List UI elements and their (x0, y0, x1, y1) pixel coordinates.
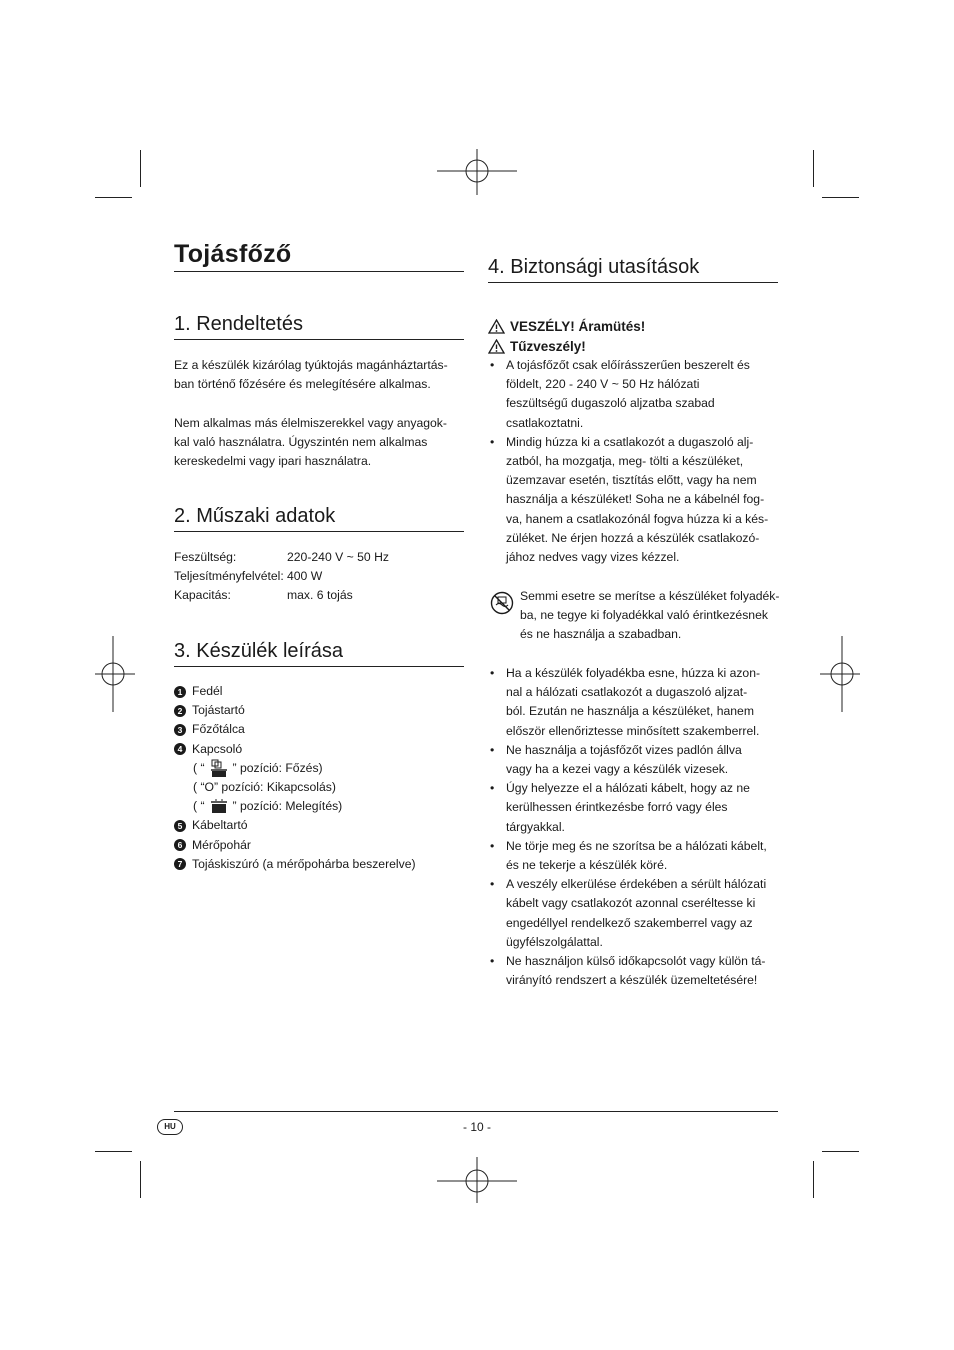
safety-bullets-1 (488, 356, 783, 567)
specs-table (174, 548, 464, 606)
spec-label: Feszültség: (174, 550, 237, 564)
warm-symbol-icon (209, 799, 229, 815)
crop-mark (813, 1161, 814, 1198)
page-number: - 10 - (462, 1120, 491, 1134)
spec-row (174, 567, 464, 586)
warning-fire: Tűzveszély! (488, 336, 778, 356)
spec-label: Teljesítményfelvétel: (174, 569, 284, 584)
part-number-badge: 4 (174, 743, 186, 755)
list-item: • Ne használja a tojásfőzőt vizes padlón állva vagy ha a kezei vagy a készülék vizesek. (488, 741, 783, 779)
list-item: 5 Kábeltartó (174, 816, 474, 835)
list-item: • A veszély elkerülése érdekében a sérült hálózati kábelt vagy csatlakozót azonnal cseréltesse ki engedéllyel rendelkező szakemberrel vagy az ügyfélszolgálattal. (488, 875, 783, 952)
spec-label: Kapacitás: (174, 588, 231, 603)
purpose-paragraph-1: Ez a készülék kizárólag tyúktojás magánháztartás- ban történő főzésére és melegítésére alkalmas. (174, 358, 448, 392)
spec-row (174, 586, 464, 605)
part-number-badge: 1 (174, 686, 186, 698)
crop-mark (95, 1151, 132, 1152)
switch-position-warm: ( “ ” pozíció: Melegítés) (193, 799, 343, 814)
section-heading-description: 3. Készülék leírása (174, 640, 464, 667)
crosshair-icon (820, 636, 860, 712)
section-heading-specs: 2. Műszaki adatok (174, 505, 464, 532)
crosshair-icon (437, 149, 517, 195)
list-item: • Ne használjon külső időkapcsolót vagy külön tá- virányító rendszert a készülék üzemeltetésére! (488, 952, 783, 990)
crop-mark (95, 197, 132, 198)
danger-warnings (488, 316, 778, 356)
spec-row (174, 548, 464, 567)
part-number-badge: 6 (174, 839, 186, 851)
part-number-badge: 3 (174, 724, 186, 736)
crop-mark (822, 1151, 859, 1152)
footer-rule (174, 1111, 778, 1112)
list-item: 2 Tojástartó (174, 701, 474, 720)
page-title: Tojásfőző (174, 240, 464, 272)
part-number-badge: 2 (174, 705, 186, 717)
list-item: • Ne törje meg és ne szorítsa be a hálózati kábelt, és ne tekerje a készülék köré. (488, 837, 783, 875)
list-item: • A tojásfőzőt csak előírásszerűen beszerelt és földelt, 220 - 240 V ~ 50 Hz hálózati feszültségű dugaszoló aljzatba szabad csatlakoztatni. (488, 356, 783, 433)
warning-triangle-icon (488, 339, 505, 354)
section-heading-safety: 4. Biztonsági utasítások (488, 256, 778, 283)
list-item: 3 Főzőtálca (174, 720, 474, 739)
warning-triangle-icon (488, 319, 505, 334)
list-item: 6 Mérőpohár (174, 836, 474, 855)
purpose-paragraph-2: Nem alkalmas más élelmiszerekkel vagy anyagok- kal való használatra. Úgyszintén nem alkalmas kereskedelmi vagy ipari használatra. (174, 416, 447, 469)
crop-mark (140, 1161, 141, 1198)
part-number-badge: 7 (174, 858, 186, 870)
crop-mark (822, 197, 859, 198)
language-badge: HU (157, 1119, 183, 1135)
list-item: 1 Fedél (174, 682, 474, 701)
cook-symbol-icon (209, 759, 229, 778)
list-item: • Úgy helyezze el a hálózati kábelt, hogy az ne kerülhessen érintkezésbe forró vagy éles tárgyakkal. (488, 779, 783, 837)
no-water-icon (490, 591, 514, 615)
section-heading-purpose: 1. Rendeltetés (174, 313, 464, 340)
no-water-notice: Semmi esetre se merítse a készüléket folyadék- ba, ne tegye ki folyadékkal való érintkezésnek és ne használja a szabadban. (520, 589, 780, 642)
list-item: 7 Tojáskiszúró (a mérőpohárba beszerelve) (174, 855, 474, 874)
list-item: • Mindig húzza ki a csatlakozót a dugaszoló alj- zatból, ha mozgatja, meg- tölti a készüléket, üzemzavar esetén, tisztítás előtt, vagy ha nem használja a készüléket! Soha ne a kábelnél fog- va, hanem a csatlakozónál fogva húzza ki a kés- züléket. Ne érjen hozzá a készülék csatlakozó- jához nedves vagy vizes kézzel. (488, 433, 783, 567)
spec-value: max. 6 tojás (287, 588, 353, 603)
parts-list (174, 682, 474, 874)
crosshair-icon (437, 1157, 517, 1203)
list-item: 4 Kapcsoló (174, 740, 474, 759)
list-item: • Ha a készülék folyadékba esne, húzza ki azon- nal a hálózati csatlakozót a dugaszoló aljzat- ból. Ezután ne használja a készüléket, hanem először ellenőriztesse minősített szakemberrel. (488, 664, 783, 741)
spec-value: 400 W (287, 569, 323, 584)
part-number-badge: 5 (174, 820, 186, 832)
crosshair-icon (95, 636, 135, 712)
warning-electric: VESZÉLY! Áramütés! (488, 316, 778, 336)
crop-mark (140, 150, 141, 187)
switch-position-off: ( “O” pozíció: Kikapcsolás) (193, 779, 336, 794)
safety-bullets-2 (488, 664, 783, 990)
crop-mark (813, 150, 814, 187)
spec-value: 220-240 V ~ 50 Hz (287, 550, 389, 564)
switch-position-cook: ( “ ” pozíció: Főzés) (174, 759, 474, 778)
